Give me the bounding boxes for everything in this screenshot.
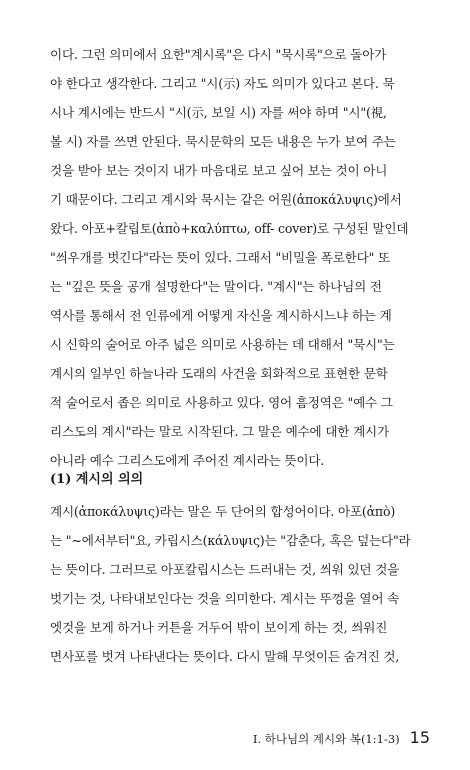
text-line: 벗기는 것, 나타내보인다는 것을 의미한다. 계시는 뚜껑을 열어 속 — [50, 591, 400, 606]
text-line: 시나 계시에는 반드시 "시(示, 보일 시) 자를 써야 하며 "시"(視, — [50, 105, 387, 120]
text-line: 아니라 예수 그리스도에게 주어진 계시라는 뜻이다. — [50, 453, 325, 468]
text-line: 엣것을 보게 하거나 커튼을 거두어 밖이 보이게 하는 것, 씌워진 — [50, 620, 388, 635]
text-line: 이다. 그런 의미에서 요한"계시록"은 다시 "묵시록"으로 돌아가 — [50, 47, 387, 62]
page-number: 15 — [409, 728, 430, 747]
text-line: 적 술어로서 좁은 의미로 사용하고 있다. 영어 흠정역은 "예수 그 — [50, 395, 393, 410]
text-line: 볼 시) 자를 쓰면 안된다. 묵시문학의 모든 내용은 누가 보여 주는 — [50, 134, 396, 149]
text-line: 야 한다고 생각한다. 그리고 "시(示) 자도 의미가 있다고 본다. 묵 — [50, 76, 395, 91]
text-line: 시 신학의 술어로 아주 넓은 의미로 사용하는 데 대해서 "묵시"는 — [50, 337, 395, 352]
text-line: 는 뜻이다. 그러므로 아포칼립시스는 드러내는 것, 씌워 있던 것을 — [50, 562, 400, 577]
text-line: 는 "깊은 뜻을 공개 설명한다"는 말이다. "계시"는 하나님의 전 — [50, 279, 382, 294]
body-paragraph-2 — [50, 497, 430, 671]
text-line: 리스도의 계시"라는 말로 시작된다. 그 말은 예수에 대한 계시가 — [50, 424, 389, 439]
running-head: Ⅰ. 하나님의 계시와 복(1:1-3) — [252, 732, 400, 746]
text-line: 것을 받아 보는 것이지 내가 마음대로 보고 싶어 보는 것이 아니 — [50, 163, 388, 178]
text-line: 계시의 일부인 하늘나라 도래의 사건을 회화적으로 표현한 문학 — [50, 366, 388, 381]
section-heading: (1) 계시의 의의 — [50, 472, 144, 487]
page-footer — [253, 728, 430, 747]
body-paragraph-1 — [50, 40, 430, 475]
text-line: "씌우개를 벗긴다"라는 뜻이 있다. 그래서 "비밀을 폭로한다" 또 — [50, 250, 390, 265]
text-line: 역사를 통해서 전 인류에게 어떻게 자신을 계시하시느냐 하는 계 — [50, 308, 392, 323]
text-line: 기 때문이다. 그리고 계시와 묵시는 같은 어원(ἀποκάλυψις)에서 — [50, 192, 402, 207]
text-line: 왔다. 아포+칼립토(ἀπὸ+καλύπτω, off- cover)로 구성된 말인데 — [50, 221, 409, 236]
text-line: 는 "~에서부터"요, 카립시스(κάλυψις)는 "감춘다, 혹은 덮는다"라 — [50, 533, 411, 548]
text-line: 면사포를 벗겨 나타낸다는 뜻이다. 다시 말해 무엇이든 숨겨진 것, — [50, 649, 400, 664]
text-line: 계시(ἀποκάλυψις)라는 말은 두 단어의 합성어이다. 아포(ἀπὸ) — [50, 504, 396, 519]
